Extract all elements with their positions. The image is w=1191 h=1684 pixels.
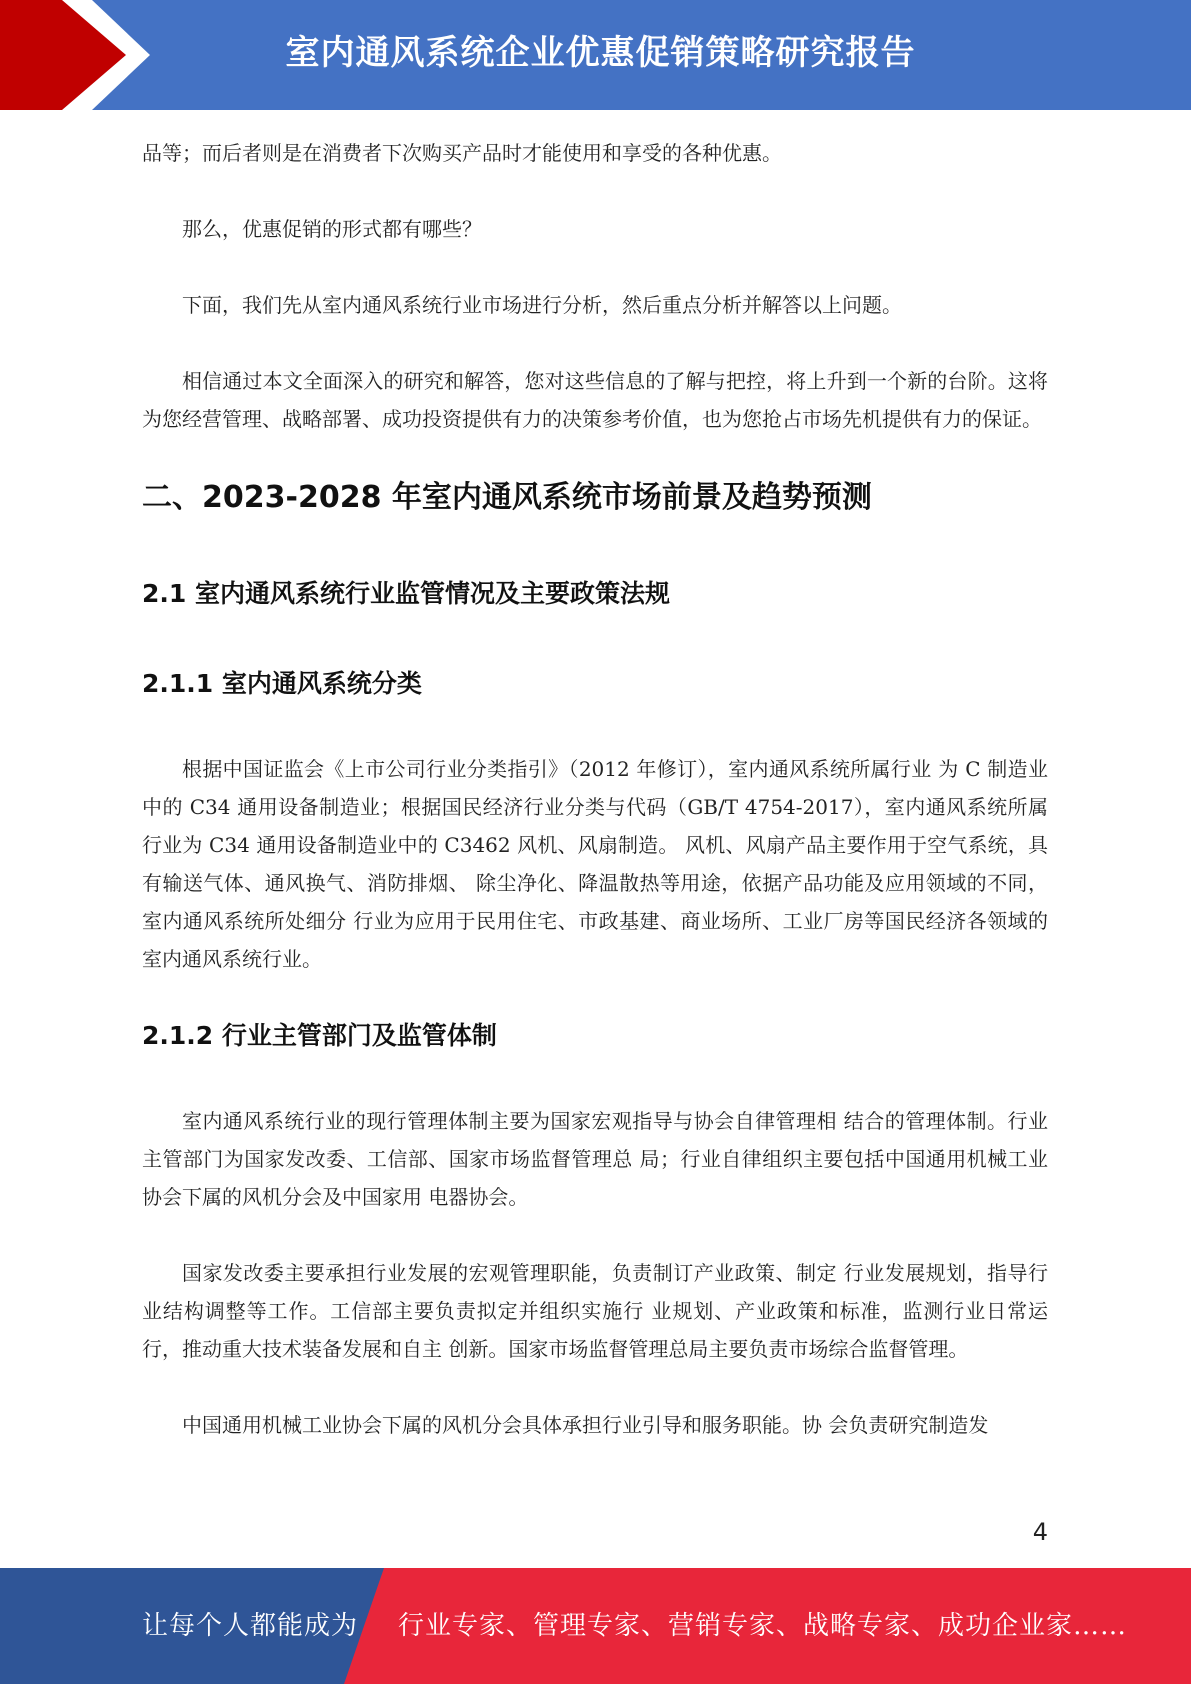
paragraph-next: 下面，我们先从室内通风系统行业市场进行分析，然后重点分析并解答以上问题。 [182,293,902,317]
document-body [142,134,1048,1482]
report-title: 室内通风系统企业优惠促销策略研究报告 [285,33,916,73]
paragraph-belief: 相信通过本文全面深入的研究和解答，您对这些信息的了解与把控，将上升到一个新的台阶。这将为您经营管理、战略部署、成功投资提供有力的决策参考价值，也为您抢占市场先机提供有力的保证。 [142,369,1048,431]
header-chevron-icon [0,0,160,110]
footer-slogan-left: 让每个人都能成为 [142,1611,359,1641]
section-heading-2: 二、2023-2028 年室内通风系统市场前景及趋势预测 [142,480,872,515]
subsection-heading-2-1-2: 2.1.2 行业主管部门及监管体制 [142,1021,497,1050]
paragraph-regulation: 室内通风系统行业的现行管理体制主要为国家宏观指导与协会自律管理相 结合的管理体制。行业主管部门为国家发改委、工信部、国家市场监督管理总 局；行业自律组织主要包括中国通用机械工业协会下属的风机分会及中国家用 电器协会。 [142,1109,1048,1209]
subsection-heading-2-1: 2.1 室内通风系统行业监管情况及主要政策法规 [142,579,670,608]
header-banner [0,0,1191,110]
footer-banner [0,1568,1191,1684]
paragraph-question: 那么，优惠促销的形式都有哪些？ [182,217,482,241]
page-number: 4 [1032,1518,1048,1546]
paragraph-association: 中国通用机械工业协会下属的风机分会具体承担行业引导和服务职能。协 会负责研究制造发 [182,1413,989,1437]
footer-slogan-right: 行业专家、管理专家、营销专家、战略专家、成功企业家…… [398,1611,1128,1641]
paragraph-continued: 品等；而后者则是在消费者下次购买产品时才能使用和享受的各种优惠。 [142,141,782,165]
paragraph-ndrc: 国家发改委主要承担行业发展的宏观管理职能，负责制订产业政策、制定 行业发展规划，指导行业结构调整等工作。工信部主要负责拟定并组织实施行 业规划、产业政策和标准，监测行业日常运行，推动重大技术装备发展和自主 创新。国家市场监督管理总局主要负责市场综合监督管理。 [142,1261,1048,1361]
subsection-heading-2-1-1: 2.1.1 室内通风系统分类 [142,669,422,698]
paragraph-classification: 根据中国证监会《上市公司行业分类指引》（2012 年修订），室内通风系统所属行业 为 C 制造业中的 C34 通用设备制造业；根据国民经济行业分类与代码（GB/T 4754-2017），室内通风系统所属行业为 C34 通用设备制造业中的 C3462 风机、风扇制造。 风机、风扇产品主要作用于空气系统，具有输送气体、通风换气、消防排烟、 除尘净化、降温散热等用途，依据产品功能及应用领域的不同，室内通风系统所处细分 行业为应用于民用住宅、市政基建、商业场所、工业厂房等国民经济各领域的 室内通风系统行业。 [142,757,1048,971]
